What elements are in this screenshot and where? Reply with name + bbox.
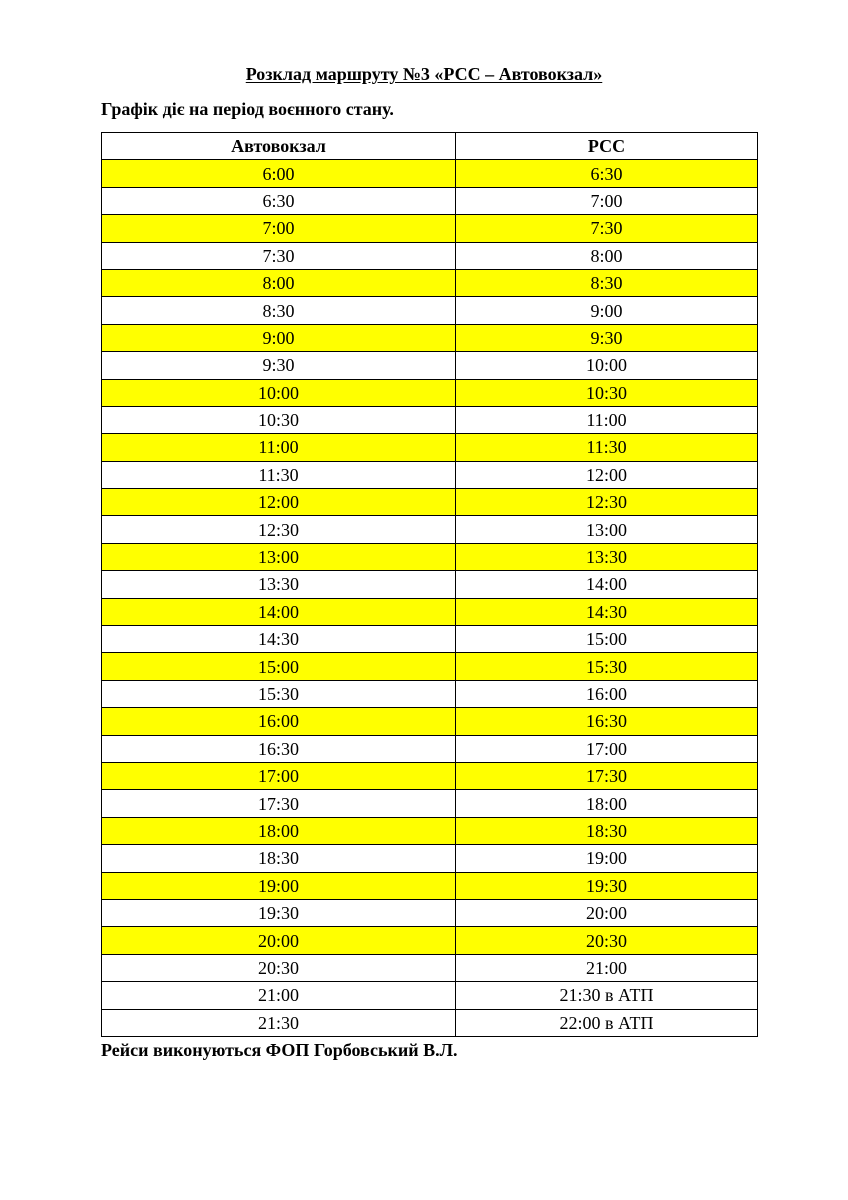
departure-rss-cell: 18:00: [456, 790, 758, 817]
schedule-header-row: [102, 133, 758, 160]
table-row: [102, 379, 758, 406]
departure-rss-cell: 15:30: [456, 653, 758, 680]
departure-avtovokzal-cell: 15:30: [102, 680, 456, 707]
departure-rss-cell: 22:00 в АТП: [456, 1009, 758, 1036]
departure-rss-cell: 17:30: [456, 762, 758, 789]
table-row: [102, 516, 758, 543]
departure-avtovokzal-cell: 18:30: [102, 845, 456, 872]
table-row: [102, 352, 758, 379]
header-avtovokzal: Автовокзал: [102, 133, 456, 160]
table-row: [102, 708, 758, 735]
table-row: [102, 927, 758, 954]
departure-avtovokzal-cell: 12:30: [102, 516, 456, 543]
departure-rss-cell: 18:30: [456, 817, 758, 844]
departure-avtovokzal-cell: 9:30: [102, 352, 456, 379]
departure-rss-cell: 9:30: [456, 324, 758, 351]
departure-rss-cell: 8:30: [456, 269, 758, 296]
departure-avtovokzal-cell: 15:00: [102, 653, 456, 680]
header-rss: РСС: [456, 133, 758, 160]
table-row: [102, 215, 758, 242]
table-row: [102, 461, 758, 488]
table-row: [102, 954, 758, 981]
departure-avtovokzal-cell: 10:30: [102, 406, 456, 433]
departure-avtovokzal-cell: 9:00: [102, 324, 456, 351]
departure-rss-cell: 11:00: [456, 406, 758, 433]
schedule-table: [101, 132, 758, 1037]
departure-avtovokzal-cell: 12:00: [102, 489, 456, 516]
table-row: [102, 324, 758, 351]
departure-avtovokzal-cell: 6:30: [102, 187, 456, 214]
departure-rss-cell: 21:00: [456, 954, 758, 981]
departure-avtovokzal-cell: 10:00: [102, 379, 456, 406]
departure-rss-cell: 17:00: [456, 735, 758, 762]
table-row: [102, 735, 758, 762]
table-row: [102, 160, 758, 187]
departure-rss-cell: 7:00: [456, 187, 758, 214]
table-row: [102, 872, 758, 899]
table-row: [102, 269, 758, 296]
departure-avtovokzal-cell: 17:00: [102, 762, 456, 789]
departure-rss-cell: 11:30: [456, 434, 758, 461]
departure-avtovokzal-cell: 19:30: [102, 899, 456, 926]
departure-avtovokzal-cell: 13:00: [102, 543, 456, 570]
departure-avtovokzal-cell: 13:30: [102, 571, 456, 598]
departure-avtovokzal-cell: 21:00: [102, 982, 456, 1009]
departure-rss-cell: 19:00: [456, 845, 758, 872]
table-row: [102, 762, 758, 789]
departure-avtovokzal-cell: 20:30: [102, 954, 456, 981]
table-row: [102, 571, 758, 598]
table-row: [102, 242, 758, 269]
table-row: [102, 899, 758, 926]
table-row: [102, 434, 758, 461]
document-title: [0, 62, 848, 86]
table-row: [102, 543, 758, 570]
document-subtitle: Графік діє на період воєнного стану.: [101, 99, 394, 119]
table-row: [102, 406, 758, 433]
table-row: [102, 187, 758, 214]
departure-avtovokzal-cell: 6:00: [102, 160, 456, 187]
departure-avtovokzal-cell: 11:00: [102, 434, 456, 461]
departure-avtovokzal-cell: 11:30: [102, 461, 456, 488]
departure-avtovokzal-cell: 8:00: [102, 269, 456, 296]
table-row: [102, 817, 758, 844]
table-row: [102, 653, 758, 680]
departure-rss-cell: 20:00: [456, 899, 758, 926]
departure-avtovokzal-cell: 16:30: [102, 735, 456, 762]
departure-avtovokzal-cell: 8:30: [102, 297, 456, 324]
table-row: [102, 790, 758, 817]
table-row: [102, 598, 758, 625]
departure-avtovokzal-cell: 7:30: [102, 242, 456, 269]
departure-rss-cell: 14:30: [456, 598, 758, 625]
departure-avtovokzal-cell: 14:00: [102, 598, 456, 625]
departure-rss-cell: 7:30: [456, 215, 758, 242]
departure-rss-cell: 13:00: [456, 516, 758, 543]
departure-rss-cell: 8:00: [456, 242, 758, 269]
departure-avtovokzal-cell: 20:00: [102, 927, 456, 954]
departure-rss-cell: 16:30: [456, 708, 758, 735]
table-row: [102, 982, 758, 1009]
departure-rss-cell: 6:30: [456, 160, 758, 187]
departure-rss-cell: 9:00: [456, 297, 758, 324]
departure-rss-cell: 15:00: [456, 626, 758, 653]
departure-avtovokzal-cell: 19:00: [102, 872, 456, 899]
departure-avtovokzal-cell: 14:30: [102, 626, 456, 653]
departure-rss-cell: 16:00: [456, 680, 758, 707]
table-row: [102, 297, 758, 324]
departure-avtovokzal-cell: 18:00: [102, 817, 456, 844]
table-row: [102, 489, 758, 516]
departure-avtovokzal-cell: 7:00: [102, 215, 456, 242]
departure-rss-cell: 20:30: [456, 927, 758, 954]
document-title-text: Розклад маршруту №3 «РСС – Автовокзал»: [245, 64, 603, 84]
schedule-body: [102, 160, 758, 1037]
table-row: [102, 845, 758, 872]
table-row: [102, 626, 758, 653]
departure-rss-cell: 14:00: [456, 571, 758, 598]
table-row: [102, 680, 758, 707]
departure-rss-cell: 19:30: [456, 872, 758, 899]
departure-rss-cell: 10:30: [456, 379, 758, 406]
departure-avtovokzal-cell: 17:30: [102, 790, 456, 817]
departure-rss-cell: 12:00: [456, 461, 758, 488]
departure-rss-cell: 12:30: [456, 489, 758, 516]
table-row: [102, 1009, 758, 1036]
departure-rss-cell: 10:00: [456, 352, 758, 379]
departure-rss-cell: 13:30: [456, 543, 758, 570]
departure-avtovokzal-cell: 21:30: [102, 1009, 456, 1036]
departure-avtovokzal-cell: 16:00: [102, 708, 456, 735]
departure-rss-cell: 21:30 в АТП: [456, 982, 758, 1009]
document-footer: Рейси виконуються ФОП Горбовський В.Л.: [101, 1040, 458, 1060]
